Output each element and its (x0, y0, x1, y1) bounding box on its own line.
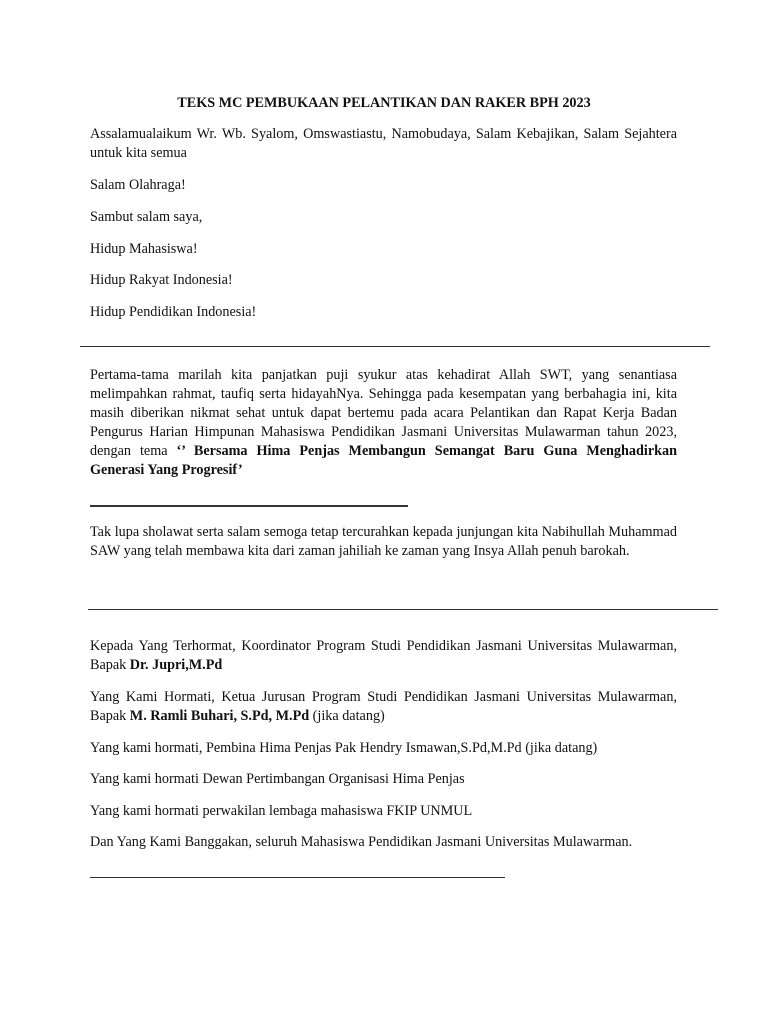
sambut-salam-line: Sambut salam saya, (90, 209, 203, 225)
section-divider (90, 505, 408, 507)
intro-paragraph (90, 366, 677, 480)
event-theme: ‘’ Bersama Hima Penjas Membangun Semangat Baru Guna Menghadirkan Generasi Yang Progresif’ (90, 443, 677, 478)
section-divider (80, 346, 710, 347)
ketua-name: M. Ramli Buhari, S.Pd, M.Pd (129, 708, 310, 724)
koordinator-text: Kepada Yang Terhormat, Koordinator Program Studi Pendidikan Jasmani Universitas Mulawarman, Bapak (90, 638, 677, 673)
honorific-koordinator (90, 637, 677, 675)
honorific-banggakan: Dan Yang Kami Banggakan, seluruh Mahasiswa Pendidikan Jasmani Universitas Mulawarman. (90, 834, 633, 850)
koordinator-name: Dr. Jupri,M.Pd (129, 657, 223, 673)
honorific-perwakilan: Yang kami hormati perwakilan lembaga mahasiswa FKIP UNMUL (90, 803, 473, 819)
section-divider (90, 877, 505, 878)
honorific-dewan: Yang kami hormati Dewan Pertimbangan Organisasi Hima Penjas (90, 771, 465, 787)
salam-olahraga-line: Salam Olahraga! (90, 177, 186, 193)
opening-greeting: Assalamualaikum Wr. Wb. Syalom, Omswastiastu, Namobudaya, Salam Kebajikan, Salam Sejahtera untuk kita semua (90, 126, 677, 161)
hidup-pendidikan-line: Hidup Pendidikan Indonesia! (90, 304, 257, 320)
sholawat-paragraph: Tak lupa sholawat serta salam semoga tetap tercurahkan kepada junjungan kita Nabihullah Muhammad SAW yang telah membawa kita dari zaman jahiliah ke zaman yang Insya Allah penuh barokah. (90, 524, 677, 559)
hidup-mahasiswa-line: Hidup Mahasiswa! (90, 241, 198, 257)
hidup-rakyat-line: Hidup Rakyat Indonesia! (90, 272, 233, 288)
ketua-suffix: (jika datang) (309, 708, 385, 724)
ketua-text: Yang Kami Hormati, Ketua Jurusan Program Studi Pendidikan Jasmani Universitas Mulawarman, Bapak (90, 689, 677, 724)
intro-text: Pertama-tama marilah kita panjatkan puji syukur atas kehadirat Allah SWT, yang senantiasa melimpahkan rahmat, taufiq serta hidayahNya. Sehingga pada kesempatan yang berbahagia ini, kita masih diberikan nikmat sehat untuk dapat bertemu pada acara Pelantikan dan Rapat Kerja Badan Pengurus Harian Himpunan Mahasiswa Pendidikan Jasmani Universitas Mulawarman tahun 2023, dengan tema (90, 367, 677, 459)
honorific-ketua (90, 688, 677, 726)
honorific-pembina: Yang kami hormati, Pembina Hima Penjas Pak Hendry Ismawan,S.Pd,M.Pd (jika datang) (90, 740, 598, 756)
document-title: TEKS MC PEMBUKAAN PELANTIKAN DAN RAKER BPH 2023 (177, 95, 591, 111)
section-divider (88, 609, 718, 610)
